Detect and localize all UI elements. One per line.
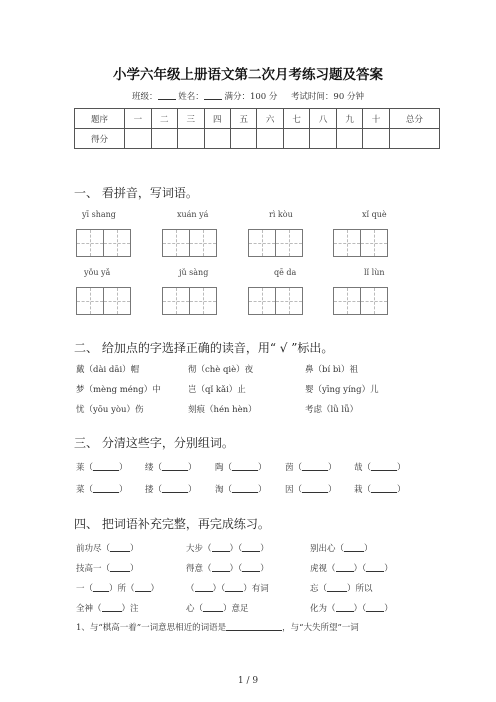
answer-blank[interactable]: [110, 542, 130, 552]
answer-blank[interactable]: [366, 562, 384, 572]
paren-close: ）: [258, 463, 267, 473]
answer-blank[interactable]: [93, 461, 119, 471]
idiom-text: 技高一（: [76, 564, 111, 574]
idiom-text: ）（: [229, 544, 243, 554]
word-item[interactable]: [215, 461, 267, 473]
char-label: 莱（: [76, 463, 94, 473]
reading-item[interactable]: 刻痕（hén hèn）: [188, 405, 257, 415]
idiom-item[interactable]: [76, 542, 139, 554]
pinyin-label: xǐ què: [362, 210, 387, 219]
name-label: 姓名：: [178, 92, 204, 102]
section-2-title: 二、 给加点的字选择正确的读音，用“ √ ”标出。: [74, 341, 334, 355]
pinyin-label: qē da: [274, 268, 297, 277]
idiom-item[interactable]: [186, 562, 269, 574]
idiom-text: ）: [384, 564, 393, 574]
idiom-item[interactable]: [186, 582, 269, 594]
answer-blank[interactable]: [110, 562, 130, 572]
score-cell[interactable]: [336, 129, 362, 149]
idiom-text: ）（: [353, 564, 367, 574]
page-number: 1 / 9: [237, 676, 259, 686]
score-header-cell: 题序: [75, 109, 125, 129]
reading-item[interactable]: 婴（yīng yíng）儿: [305, 385, 379, 395]
score-cell[interactable]: [389, 129, 439, 149]
answer-blank[interactable]: [302, 461, 328, 471]
char-label: 缕（: [145, 463, 163, 473]
idiom-item[interactable]: [186, 602, 249, 614]
char-grid[interactable]: [333, 287, 387, 315]
char-grid[interactable]: [333, 229, 387, 257]
char-grid[interactable]: [248, 287, 302, 315]
class-label: 班级：: [132, 92, 158, 102]
answer-blank[interactable]: [371, 483, 397, 493]
section-4-title: 四、 把词语补充完整，再完成练习。: [74, 517, 270, 531]
question-1: [76, 621, 359, 633]
paren-close: ）: [188, 463, 197, 473]
answer-blank[interactable]: [232, 483, 258, 493]
reading-item[interactable]: 梦（mèng méng）中: [76, 385, 161, 395]
word-item[interactable]: [285, 483, 337, 495]
score-cell[interactable]: [230, 129, 256, 149]
pinyin-label: rì kòu: [269, 210, 293, 219]
idiom-text: ）（: [229, 564, 243, 574]
score-table-score-row: [75, 129, 440, 149]
score-cell[interactable]: [125, 129, 151, 149]
answer-blank[interactable]: [93, 483, 119, 493]
pinyin-label: yī shang: [82, 210, 116, 219]
idiom-text: 别出心（: [310, 544, 345, 554]
char-label: 茵（: [285, 463, 303, 473]
score-header-cell: 五: [230, 109, 256, 129]
char-label: 哉（: [354, 463, 372, 473]
idiom-item[interactable]: [76, 582, 159, 594]
idiom-text: ）: [150, 584, 160, 594]
idiom-text: ）（: [353, 604, 367, 614]
word-item[interactable]: [76, 461, 128, 473]
word-item[interactable]: [354, 483, 406, 495]
answer-blank[interactable]: [232, 461, 258, 471]
pinyin-label: lǐ lùn: [364, 268, 385, 277]
answer-blank[interactable]: [336, 602, 354, 612]
score-header-cell: 十: [363, 109, 389, 129]
paren-close: ）: [119, 463, 128, 473]
idiom-item[interactable]: [76, 602, 139, 614]
paren-close: ）: [328, 463, 337, 473]
reading-item[interactable]: 忧（yōu yòu）伤: [76, 405, 144, 415]
reading-item[interactable]: 彻（chè qiè）夜: [188, 365, 254, 375]
answer-blank[interactable]: [212, 542, 230, 552]
reading-item[interactable]: 岂（qǐ kǎi）止: [188, 385, 246, 395]
word-item[interactable]: [145, 461, 197, 473]
section-1-title: 一、 看拼音，写词语。: [74, 186, 198, 200]
answer-blank[interactable]: [336, 562, 354, 572]
score-header-cell: 八: [310, 109, 336, 129]
idiom-text: 全神（: [76, 604, 102, 614]
exam-time: 考试时间：90 分钟: [290, 92, 364, 102]
word-item[interactable]: [354, 461, 406, 473]
char-label: 搂（: [145, 485, 163, 495]
paren-close: ）: [397, 485, 406, 495]
idiom-text: 大步（: [186, 544, 212, 554]
idiom-text: ）: [130, 564, 139, 574]
char-grid[interactable]: [76, 229, 130, 257]
answer-blank[interactable]: [102, 602, 122, 612]
score-row-label: 得分: [75, 129, 125, 149]
answer-blank[interactable]: [93, 582, 109, 592]
idiom-item[interactable]: [310, 542, 373, 554]
idiom-text: ）（: [212, 584, 226, 594]
class-blank: [158, 91, 176, 100]
answer-blank[interactable]: [327, 582, 347, 592]
score-header-cell: 九: [336, 109, 362, 129]
char-grid[interactable]: [76, 287, 130, 315]
answer-blank[interactable]: [203, 602, 223, 612]
score-cell[interactable]: [310, 129, 336, 149]
section-3-title: 三、 分清这些字，分别组词。: [74, 436, 234, 450]
idiom-item[interactable]: [310, 562, 393, 574]
answer-blank[interactable]: [225, 582, 243, 592]
score-cell[interactable]: [363, 129, 389, 149]
idiom-text: ）所以: [347, 584, 373, 594]
paren-close: ）: [119, 485, 128, 495]
answer-blank[interactable]: [344, 542, 364, 552]
answer-blank[interactable]: [226, 621, 282, 631]
score-cell[interactable]: [257, 129, 283, 149]
pinyin-label: yǒu yǎ: [84, 268, 111, 277]
char-label: 菜（: [76, 485, 94, 495]
idiom-text: ）: [364, 544, 373, 554]
char-label: 因（: [285, 485, 303, 495]
score-cell[interactable]: [283, 129, 309, 149]
name-blank: [204, 91, 222, 100]
reading-item[interactable]: 考虑（lǜ lǚ）: [305, 405, 359, 415]
answer-blank[interactable]: [242, 562, 260, 572]
answer-blank[interactable]: [366, 602, 384, 612]
score-header-cell: 三: [178, 109, 204, 129]
full-score: 满分：100 分: [224, 92, 278, 102]
exam-info: [0, 90, 496, 102]
idiom-text: 一（: [76, 584, 94, 594]
score-header-cell: 七: [283, 109, 309, 129]
answer-blank[interactable]: [135, 582, 151, 592]
question-text: ，与“大失所望”一词: [282, 623, 359, 633]
idiom-item[interactable]: [186, 542, 269, 554]
question-text: 1、与“棋高一着”一词意思相近的词语是: [76, 623, 227, 633]
answer-blank[interactable]: [212, 562, 230, 572]
idiom-text: 忘（: [310, 584, 328, 594]
idiom-text: 前功尽（: [76, 544, 111, 554]
score-header-cell: 六: [257, 109, 283, 129]
char-grid[interactable]: [162, 229, 216, 257]
pinyin-label: jǔ sàng: [179, 268, 209, 277]
idiom-text: 化为（: [310, 604, 336, 614]
idiom-text: （: [186, 584, 195, 594]
char-label: 陶（: [215, 463, 233, 473]
idiom-item[interactable]: [310, 602, 393, 614]
char-grid[interactable]: [248, 229, 302, 257]
word-item[interactable]: [215, 483, 267, 495]
idiom-text: ）: [260, 544, 269, 554]
score-header-cell: 四: [204, 109, 230, 129]
word-item[interactable]: [285, 461, 337, 473]
answer-blank[interactable]: [302, 483, 328, 493]
idiom-text: 得意（: [186, 564, 212, 574]
idiom-text: 心（: [186, 604, 204, 614]
pinyin-label: xuán yá: [177, 210, 209, 219]
score-cell[interactable]: [151, 129, 177, 149]
answer-blank[interactable]: [195, 582, 213, 592]
answer-blank[interactable]: [162, 461, 188, 471]
score-header-cell: 二: [151, 109, 177, 129]
paren-close: ）: [328, 485, 337, 495]
idiom-text: ）: [260, 564, 269, 574]
reading-item[interactable]: 鼻（bí bì）祖: [305, 365, 359, 375]
page-title: 小学六年级上册语文第二次月考练习题及答案: [113, 67, 383, 83]
answer-blank[interactable]: [242, 542, 260, 552]
score-table: [74, 108, 440, 149]
word-item[interactable]: [76, 483, 128, 495]
score-table-header-row: [75, 109, 440, 129]
score-cell[interactable]: [178, 129, 204, 149]
idiom-text: ）注: [121, 604, 139, 614]
idiom-text: ）: [130, 544, 139, 554]
char-grid[interactable]: [162, 287, 216, 315]
idiom-text: ）所（: [109, 584, 135, 594]
score-cell[interactable]: [204, 129, 230, 149]
idiom-text: ）有词: [243, 584, 269, 594]
answer-blank[interactable]: [371, 461, 397, 471]
idiom-text: ）意足: [223, 604, 249, 614]
score-header-cell: 一: [125, 109, 151, 129]
paren-close: ）: [397, 463, 406, 473]
paren-close: ）: [188, 485, 197, 495]
char-label: 淘（: [215, 485, 233, 495]
idiom-item[interactable]: [76, 562, 139, 574]
char-label: 栽（: [354, 485, 372, 495]
idiom-text: ）: [384, 604, 393, 614]
score-header-cell: 总分: [389, 109, 439, 129]
word-item[interactable]: [145, 483, 197, 495]
idiom-item[interactable]: [310, 582, 373, 594]
idiom-text: 虎视（: [310, 564, 336, 574]
answer-blank[interactable]: [162, 483, 188, 493]
reading-item[interactable]: 戴（dài dāi）帽: [76, 365, 140, 375]
paren-close: ）: [258, 485, 267, 495]
